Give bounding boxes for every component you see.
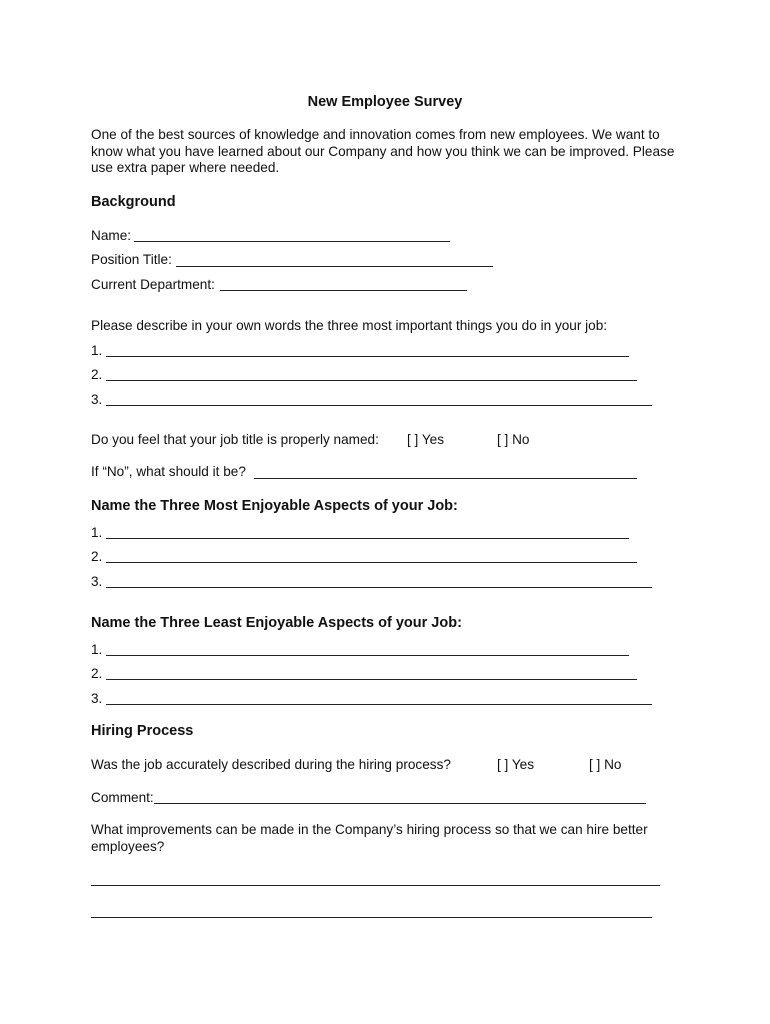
describe-prompt: Please describe in your own words the three most important things you do in your job: xyxy=(91,318,608,333)
least-1-field[interactable] xyxy=(106,655,629,656)
position-title-field[interactable] xyxy=(176,266,493,267)
most-1-number: 1. xyxy=(91,525,103,540)
improvements-field-2[interactable] xyxy=(91,917,652,918)
duty-1-field[interactable] xyxy=(106,356,629,357)
most-enjoyable-heading: Name the Three Most Enjoyable Aspects of your Job: xyxy=(91,498,458,514)
duty-1-number: 1. xyxy=(91,343,103,358)
job-title-yes-checkbox[interactable]: [ ] Yes xyxy=(407,432,445,447)
background-heading: Background xyxy=(91,194,176,210)
most-2-number: 2. xyxy=(91,549,103,564)
least-3-field[interactable] xyxy=(106,704,652,705)
least-enjoyable-heading: Name the Three Least Enjoyable Aspects of your Job: xyxy=(91,615,462,631)
position-title-label: Position Title: xyxy=(91,252,172,267)
duty-2-field[interactable] xyxy=(106,380,637,381)
duty-3-field[interactable] xyxy=(106,405,652,406)
name-label: Name: xyxy=(91,228,132,243)
most-3-number: 3. xyxy=(91,574,103,589)
if-no-field[interactable] xyxy=(254,478,637,479)
least-3-number: 3. xyxy=(91,691,103,706)
hiring-question: Was the job accurately described during the hiring process? xyxy=(91,757,451,772)
job-title-question: Do you feel that your job title is properly named: xyxy=(91,432,379,447)
hiring-yes-checkbox[interactable]: [ ] Yes xyxy=(497,757,535,772)
department-field[interactable] xyxy=(220,290,467,291)
name-field[interactable] xyxy=(134,241,450,242)
duty-3-number: 3. xyxy=(91,392,103,407)
most-2-field[interactable] xyxy=(106,562,637,563)
least-1-number: 1. xyxy=(91,642,103,657)
department-label: Current Department: xyxy=(91,277,215,292)
least-2-number: 2. xyxy=(91,666,103,681)
page-title: New Employee Survey xyxy=(307,94,463,110)
job-title-no-checkbox[interactable]: [ ] No xyxy=(497,432,530,447)
hiring-heading: Hiring Process xyxy=(91,723,194,739)
intro-paragraph: One of the best sources of knowledge and innovation comes from new employees. We want to know what you have learned about our Company and how you think we can be improved. Please use extra paper where needed. xyxy=(91,127,675,176)
improvements-prompt: What improvements can be made in the Company’s hiring process so that we can hire better employees? xyxy=(91,822,648,854)
hiring-no-checkbox[interactable]: [ ] No xyxy=(589,757,622,772)
comment-label: Comment: xyxy=(91,790,154,805)
least-2-field[interactable] xyxy=(106,679,637,680)
if-no-label: If “No”, what should it be? xyxy=(91,464,246,479)
improvements-field-1[interactable] xyxy=(91,885,660,886)
comment-field[interactable] xyxy=(154,803,646,804)
duty-2-number: 2. xyxy=(91,367,103,382)
most-3-field[interactable] xyxy=(106,587,652,588)
most-1-field[interactable] xyxy=(106,538,629,539)
